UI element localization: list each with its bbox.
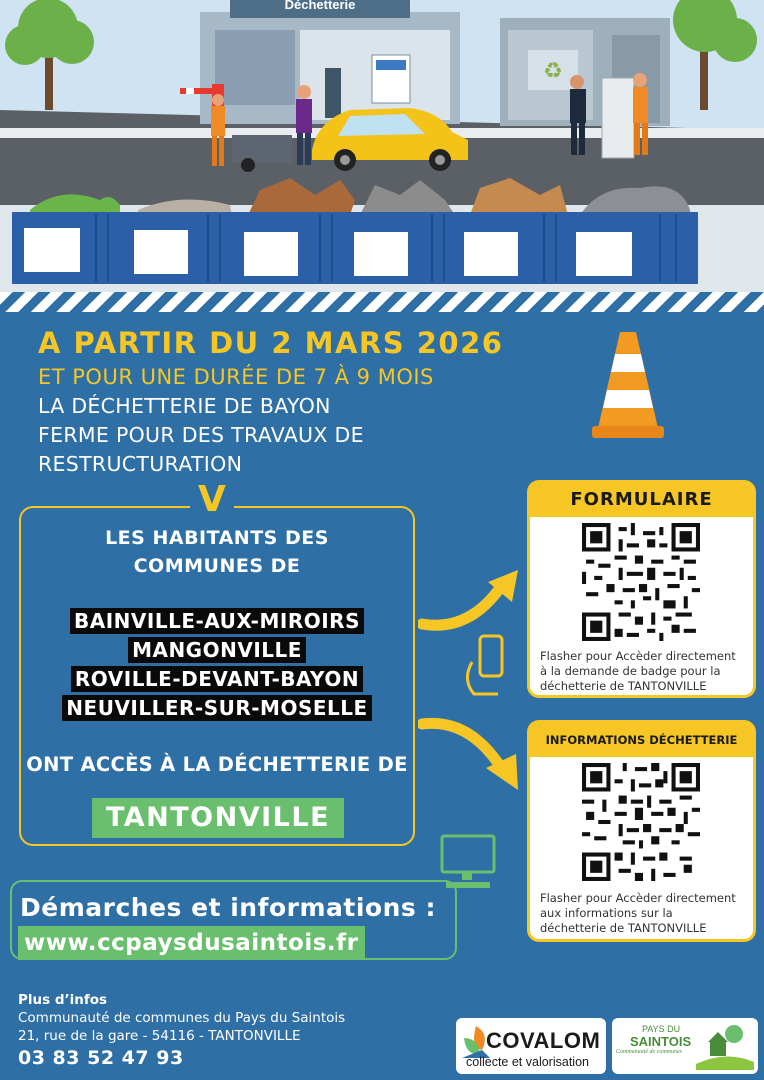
postal-address: 21, rue de la gare - 54116 - TANTONVILLE — [18, 1028, 301, 1044]
commune-label: MANGONVILLE — [128, 637, 306, 663]
formulaire-desc-line-3: déchetterie de TANTONVILLE — [540, 679, 707, 693]
traffic-cone-icon — [588, 328, 668, 444]
informations-title: INFORMATIONS DÉCHETTERIE — [530, 723, 753, 757]
formulaire-title: FORMULAIRE — [530, 483, 753, 517]
saintois-top-label: PAYS DU — [642, 1024, 681, 1034]
building-sign: Déchetterie — [284, 0, 356, 12]
covalom-logo — [456, 1018, 606, 1074]
saintois-village-icon — [696, 1022, 754, 1070]
arrow-up-right-icon — [418, 566, 524, 638]
informations-description — [530, 891, 753, 936]
recycling-center-illustration — [0, 0, 764, 292]
smartphone-icon — [458, 632, 518, 702]
informations-card — [527, 720, 756, 942]
saintois-name: SAINTOIS — [630, 1034, 692, 1049]
commune-label: ROVILLE-DEVANT-BAYON — [71, 666, 363, 692]
qr-code-icon — [582, 763, 700, 881]
qr-code-icon — [582, 523, 700, 641]
chevron-down-marker: V — [190, 480, 234, 520]
closure-date: A PARTIR DU 2 MARS 2026 — [38, 326, 504, 360]
organization-name: Communauté de communes du Pays du Saintois — [18, 1010, 346, 1026]
headline-line-2: FERME POUR DES TRAVAUX DE — [38, 423, 364, 447]
formulaire-card — [527, 480, 756, 698]
commune-item — [19, 638, 415, 662]
main-building — [200, 0, 460, 124]
arrow-down-right-icon — [418, 716, 526, 796]
website-link[interactable]: www.ccpaysdusaintois.fr — [18, 926, 365, 960]
informations-desc-line-2: aux informations sur la — [540, 906, 673, 920]
access-statement: ONT ACCÈS À LA DÉCHETTERIE DE — [26, 753, 408, 776]
informations-desc-line-3: déchetterie de TANTONVILLE — [540, 921, 707, 935]
informations-desc-line-1: Flasher pour Accèder directement — [540, 891, 736, 905]
commune-label: NEUVILLER-SUR-MOSELLE — [62, 695, 371, 721]
illustration-scene — [0, 0, 764, 292]
formulaire-desc-line-2: à la demande de badge pour la — [540, 664, 721, 678]
covalom-name: COVALOM — [486, 1028, 601, 1053]
formulaire-description — [530, 649, 753, 694]
covalom-tagline: collecte et valorisation — [466, 1055, 589, 1069]
formulaire-desc-line-1: Flasher pour Accèder directement — [540, 649, 736, 663]
worker-right — [570, 73, 648, 158]
saintois-tagline: Communauté de communes — [616, 1049, 682, 1055]
hazard-stripe-divider — [0, 292, 764, 312]
qr-code-informations[interactable] — [582, 763, 700, 885]
phone-number[interactable]: 03 83 52 47 93 — [18, 1047, 184, 1069]
recycle-icon: ♻ — [543, 59, 563, 84]
commune-item — [19, 609, 415, 633]
tree-left — [5, 0, 94, 110]
more-info-title: Plus d’infos — [18, 992, 108, 1008]
qr-code-formulaire[interactable] — [582, 523, 700, 645]
demarches-heading: Démarches et informations : — [20, 893, 436, 922]
residents-line-1: LES HABITANTS DES — [105, 527, 329, 549]
saintois-logo — [612, 1018, 758, 1074]
closure-duration: ET POUR UNE DURÉE DE 7 À 9 MOIS — [38, 365, 434, 389]
destination-badge: TANTONVILLE — [92, 798, 344, 838]
tree-right — [673, 0, 757, 110]
residents-line-2: COMMUNES DE — [133, 555, 301, 577]
headline-line-1: LA DÉCHETTERIE DE BAYON — [38, 394, 331, 418]
commune-label: BAINVILLE-AUX-MIROIRS — [70, 608, 364, 634]
commune-item — [19, 667, 415, 691]
headline-line-3: RESTRUCTURATION — [38, 452, 243, 476]
commune-item — [19, 696, 415, 720]
